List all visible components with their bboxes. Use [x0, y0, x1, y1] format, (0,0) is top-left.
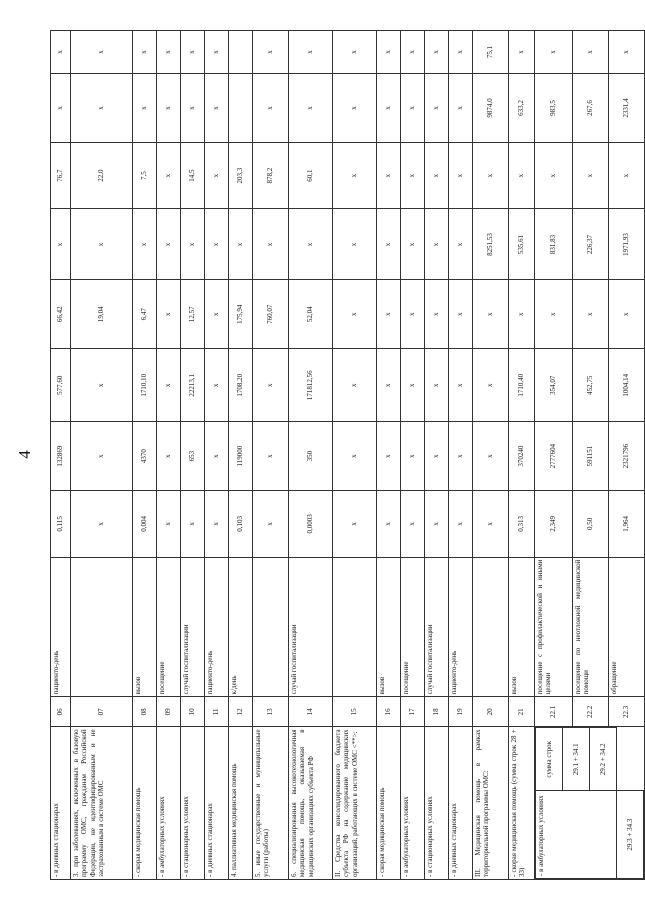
row-unit-cell: случай госпитализации: [181, 557, 205, 697]
row-unit-cell: пациенто-день: [449, 557, 473, 697]
value-cell: 1708,20: [229, 349, 253, 422]
value-cell: x: [205, 209, 229, 280]
sum-rows-cell: 29.1 + 34.1: [563, 728, 590, 791]
row-unit-cell: посещение: [157, 557, 181, 697]
value-cell: [229, 31, 253, 74]
value-cell: x: [157, 491, 181, 558]
row-unit-cell: [71, 557, 133, 697]
value-cell: x: [333, 422, 377, 491]
value-cell: x: [51, 74, 71, 143]
value-cell: 76,7: [51, 142, 71, 209]
row-unit-cell: к/день: [229, 557, 253, 697]
row-name-cell: - скорая медицинская помощь (сумма строк 28 + 33): [509, 727, 535, 880]
value-cell: 0,50: [573, 491, 609, 558]
sum-rows-cell: 29.3 + 34.3: [617, 791, 644, 879]
value-cell: x: [205, 280, 229, 349]
value-cell: 452,75: [573, 349, 609, 422]
value-cell: x: [401, 280, 425, 349]
value-cell: x: [205, 74, 229, 143]
value-cell: x: [401, 422, 425, 491]
value-cell: x: [181, 491, 205, 558]
value-cell: x: [157, 280, 181, 349]
value-cell: 633,2: [509, 74, 535, 143]
value-cell: 2331,4: [609, 74, 645, 143]
value-cell: x: [133, 74, 157, 143]
table-row: [133, 31, 157, 880]
row-name-cell: 5. иные государственные и муниципальные услуги (работы): [253, 727, 289, 880]
value-cell: x: [181, 74, 205, 143]
value-cell: x: [333, 280, 377, 349]
row-name-cell: - в стационарных условиях: [181, 727, 205, 880]
value-cell: x: [425, 422, 449, 491]
value-cell: x: [157, 31, 181, 74]
row-code-cell: 21: [509, 697, 535, 727]
row-name-cell: II. Средства консолидированного бюджета субъекта РФ на содержание медицинских организаций, работающих в системе ОМС <**>:: [333, 727, 377, 880]
table-row: [425, 31, 449, 880]
row-name-cell: - в стационарных условиях: [425, 727, 449, 880]
value-cell: 1710,10: [133, 349, 157, 422]
table-row: [71, 31, 133, 880]
value-cell: 653: [181, 422, 205, 491]
value-cell: x: [473, 491, 509, 558]
row-unit-cell: обращение: [609, 557, 645, 697]
row-code-cell: 22.1: [535, 697, 573, 727]
value-cell: x: [401, 349, 425, 422]
value-cell: x: [157, 142, 181, 209]
row-unit-cell: случай госпитализации: [425, 557, 449, 697]
table-row: [509, 31, 535, 880]
table-row: [377, 31, 401, 880]
value-cell: x: [609, 280, 645, 349]
value-cell: x: [573, 31, 609, 74]
value-cell: x: [181, 209, 205, 280]
row-name-cell: III. Медицинская помощь в рамках территориальной программы ОМС:: [473, 727, 509, 880]
value-cell: x: [253, 422, 289, 491]
value-cell: x: [205, 31, 229, 74]
table-row: [449, 31, 473, 880]
row-code-cell: 13: [253, 697, 289, 727]
value-cell: x: [333, 74, 377, 143]
value-cell: x: [205, 422, 229, 491]
row-code-cell: 10: [181, 697, 205, 727]
row-unit-cell: [253, 557, 289, 697]
value-cell: x: [51, 31, 71, 74]
value-cell: 175,94: [229, 280, 253, 349]
value-cell: 0,103: [229, 491, 253, 558]
value-cell: x: [377, 280, 401, 349]
value-cell: 132869: [51, 422, 71, 491]
value-cell: x: [133, 31, 157, 74]
value-cell: x: [449, 74, 473, 143]
row-name-cell: 3. при заболеваниях, включенных в базовую программу ОМС, гражданам Российской Федерации, не идентифицированным и не застрахованным в системе ОМС: [71, 727, 133, 880]
value-cell: x: [377, 74, 401, 143]
value-cell: x: [535, 280, 573, 349]
value-cell: 7,5: [133, 142, 157, 209]
value-cell: x: [473, 349, 509, 422]
value-cell: x: [377, 31, 401, 74]
value-cell: 1971,93: [609, 209, 645, 280]
value-cell: x: [425, 142, 449, 209]
row-code-cell: 12: [229, 697, 253, 727]
row-code-cell: 14: [289, 697, 333, 727]
value-cell: x: [573, 142, 609, 209]
ambulatory-group-cell: [535, 727, 645, 880]
table-row: [333, 31, 377, 880]
row-unit-cell: пациенто-день: [51, 557, 71, 697]
value-cell: x: [535, 31, 573, 74]
value-cell: 1,964: [609, 491, 645, 558]
value-cell: x: [289, 74, 333, 143]
row-unit-cell: вызов: [133, 557, 157, 697]
value-cell: x: [205, 491, 229, 558]
value-cell: x: [205, 349, 229, 422]
row-code-cell: 18: [425, 697, 449, 727]
value-cell: x: [573, 280, 609, 349]
row-name-cell: - в амбулаторных условиях: [157, 727, 181, 880]
value-cell: x: [333, 142, 377, 209]
value-cell: x: [205, 142, 229, 209]
value-cell: x: [71, 422, 133, 491]
row-unit-cell: пациенто-день: [205, 557, 229, 697]
row-unit-cell: вызов: [509, 557, 535, 697]
value-cell: x: [449, 31, 473, 74]
value-cell: x: [473, 280, 509, 349]
value-cell: x: [333, 491, 377, 558]
value-cell: x: [181, 31, 205, 74]
value-cell: 354,07: [535, 349, 573, 422]
value-cell: x: [609, 142, 645, 209]
value-cell: 2321796: [609, 422, 645, 491]
value-cell: x: [253, 349, 289, 422]
row-code-cell: 15: [333, 697, 377, 727]
value-cell: 75,1: [473, 31, 509, 74]
value-cell: 52,04: [289, 280, 333, 349]
value-cell: x: [449, 209, 473, 280]
table-row: [253, 31, 289, 880]
value-cell: 22,0: [71, 142, 133, 209]
value-cell: 577,60: [51, 349, 71, 422]
value-cell: x: [253, 31, 289, 74]
row-unit-cell: [473, 557, 509, 697]
value-cell: x: [449, 422, 473, 491]
table-row: [205, 31, 229, 880]
value-cell: 0,115: [51, 491, 71, 558]
value-cell: x: [157, 209, 181, 280]
value-cell: x: [473, 142, 509, 209]
value-cell: 12,57: [181, 280, 205, 349]
value-cell: 760,07: [253, 280, 289, 349]
value-cell: [229, 74, 253, 143]
value-cell: x: [51, 209, 71, 280]
value-cell: 0,004: [133, 491, 157, 558]
sum-rows-cell: 29.2 + 34.2: [590, 728, 617, 791]
value-cell: 2,349: [535, 491, 573, 558]
table-row: [157, 31, 181, 880]
financing-table: [50, 30, 645, 880]
value-cell: x: [401, 209, 425, 280]
value-cell: x: [133, 209, 157, 280]
row-name-cell: - в амбулаторных условиях: [401, 727, 425, 880]
table-row: [51, 31, 71, 880]
row-unit-cell: посещение: [401, 557, 425, 697]
value-cell: x: [71, 209, 133, 280]
row-code-cell: 11: [205, 697, 229, 727]
value-cell: 878,2: [253, 142, 289, 209]
table-row: [473, 31, 509, 880]
value-cell: 1710,40: [509, 349, 535, 422]
row-unit-cell: [333, 557, 377, 697]
value-cell: x: [449, 280, 473, 349]
row-name-cell: - в дневных стационарах: [51, 727, 71, 880]
value-cell: 9874,0: [473, 74, 509, 143]
row-code-cell: 06: [51, 697, 71, 727]
row-code-cell: 20: [473, 697, 509, 727]
value-cell: x: [377, 142, 401, 209]
value-cell: x: [425, 280, 449, 349]
value-cell: x: [377, 491, 401, 558]
value-cell: x: [71, 74, 133, 143]
table-row: [181, 31, 205, 880]
value-cell: x: [289, 209, 333, 280]
value-cell: x: [509, 280, 535, 349]
value-cell: 19,04: [71, 280, 133, 349]
value-cell: 171812,56: [289, 349, 333, 422]
value-cell: x: [449, 142, 473, 209]
row-unit-cell: вызов: [377, 557, 401, 697]
value-cell: 0,313: [509, 491, 535, 558]
row-name-cell: - скорая медицинская помощь: [133, 727, 157, 880]
value-cell: 203,3: [229, 142, 253, 209]
row-code-cell: 19: [449, 697, 473, 727]
value-cell: x: [377, 422, 401, 491]
value-cell: x: [509, 31, 535, 74]
value-cell: 535,61: [509, 209, 535, 280]
value-cell: 22213,1: [181, 349, 205, 422]
value-cell: 1004,14: [609, 349, 645, 422]
row-name-cell: 4. паллиативная медицинская помощь: [229, 727, 253, 880]
value-cell: 4370: [133, 422, 157, 491]
ambulatory-label: - в амбулаторных условиях: [536, 791, 617, 879]
value-cell: x: [509, 142, 535, 209]
value-cell: x: [157, 422, 181, 491]
row-code-cell: 08: [133, 697, 157, 727]
table-row: [289, 31, 333, 880]
sum-label: сумма строк: [536, 728, 563, 791]
value-cell: x: [71, 349, 133, 422]
table-row: [401, 31, 425, 880]
value-cell: 370240: [509, 422, 535, 491]
row-name-cell: - в дневных стационарах: [449, 727, 473, 880]
value-cell: 591151: [573, 422, 609, 491]
value-cell: 226,37: [573, 209, 609, 280]
row-code-cell: 09: [157, 697, 181, 727]
value-cell: 350: [289, 422, 333, 491]
row-unit-cell: посещение с профилактической и иными целями: [535, 557, 573, 697]
value-cell: 119000: [229, 422, 253, 491]
value-cell: 8251,53: [473, 209, 509, 280]
row-unit-cell: посещение по неотложной медицинской помощи: [573, 557, 609, 697]
value-cell: x: [71, 31, 133, 74]
row-code-cell: 07: [71, 697, 133, 727]
value-cell: 6,47: [133, 280, 157, 349]
row-name-cell: - скорая медицинская помощь: [377, 727, 401, 880]
row-unit-cell: случай госпитализации: [289, 557, 333, 697]
value-cell: 0,0003: [289, 491, 333, 558]
value-cell: x: [157, 349, 181, 422]
value-cell: x: [425, 74, 449, 143]
value-cell: 267,6: [573, 74, 609, 143]
value-cell: x: [449, 349, 473, 422]
row-name-cell: 6. специализированная высокотехнологичная медицинская помощь, оказываемая в медицинских организациях субъекта РФ: [289, 727, 333, 880]
table-row: [229, 31, 253, 880]
value-cell: x: [473, 422, 509, 491]
value-cell: x: [253, 491, 289, 558]
row-code-cell: 22.2: [573, 697, 609, 727]
value-cell: x: [401, 74, 425, 143]
value-cell: x: [71, 491, 133, 558]
value-cell: x: [425, 491, 449, 558]
value-cell: x: [535, 142, 573, 209]
value-cell: x: [253, 74, 289, 143]
value-cell: x: [253, 209, 289, 280]
value-cell: 831,83: [535, 209, 573, 280]
row-code-cell: 22.3: [609, 697, 645, 727]
value-cell: x: [425, 349, 449, 422]
value-cell: 60,1: [289, 142, 333, 209]
rotated-table-container: [50, 30, 634, 880]
row-code-cell: 17: [401, 697, 425, 727]
value-cell: x: [609, 31, 645, 74]
value-cell: x: [401, 142, 425, 209]
value-cell: x: [401, 491, 425, 558]
value-cell: x: [401, 31, 425, 74]
value-cell: x: [333, 209, 377, 280]
value-cell: x: [425, 209, 449, 280]
value-cell: x: [333, 349, 377, 422]
value-cell: x: [229, 209, 253, 280]
value-cell: x: [449, 491, 473, 558]
value-cell: 983,5: [535, 74, 573, 143]
table-row: [535, 31, 573, 880]
value-cell: x: [377, 209, 401, 280]
value-cell: x: [289, 31, 333, 74]
row-name-cell: - в дневных стационарах: [205, 727, 229, 880]
value-cell: 14,5: [181, 142, 205, 209]
page-number: 4: [14, 450, 34, 459]
value-cell: x: [425, 31, 449, 74]
value-cell: 2777604: [535, 422, 573, 491]
value-cell: 66,42: [51, 280, 71, 349]
value-cell: x: [157, 74, 181, 143]
value-cell: x: [333, 31, 377, 74]
row-code-cell: 16: [377, 697, 401, 727]
value-cell: x: [377, 349, 401, 422]
